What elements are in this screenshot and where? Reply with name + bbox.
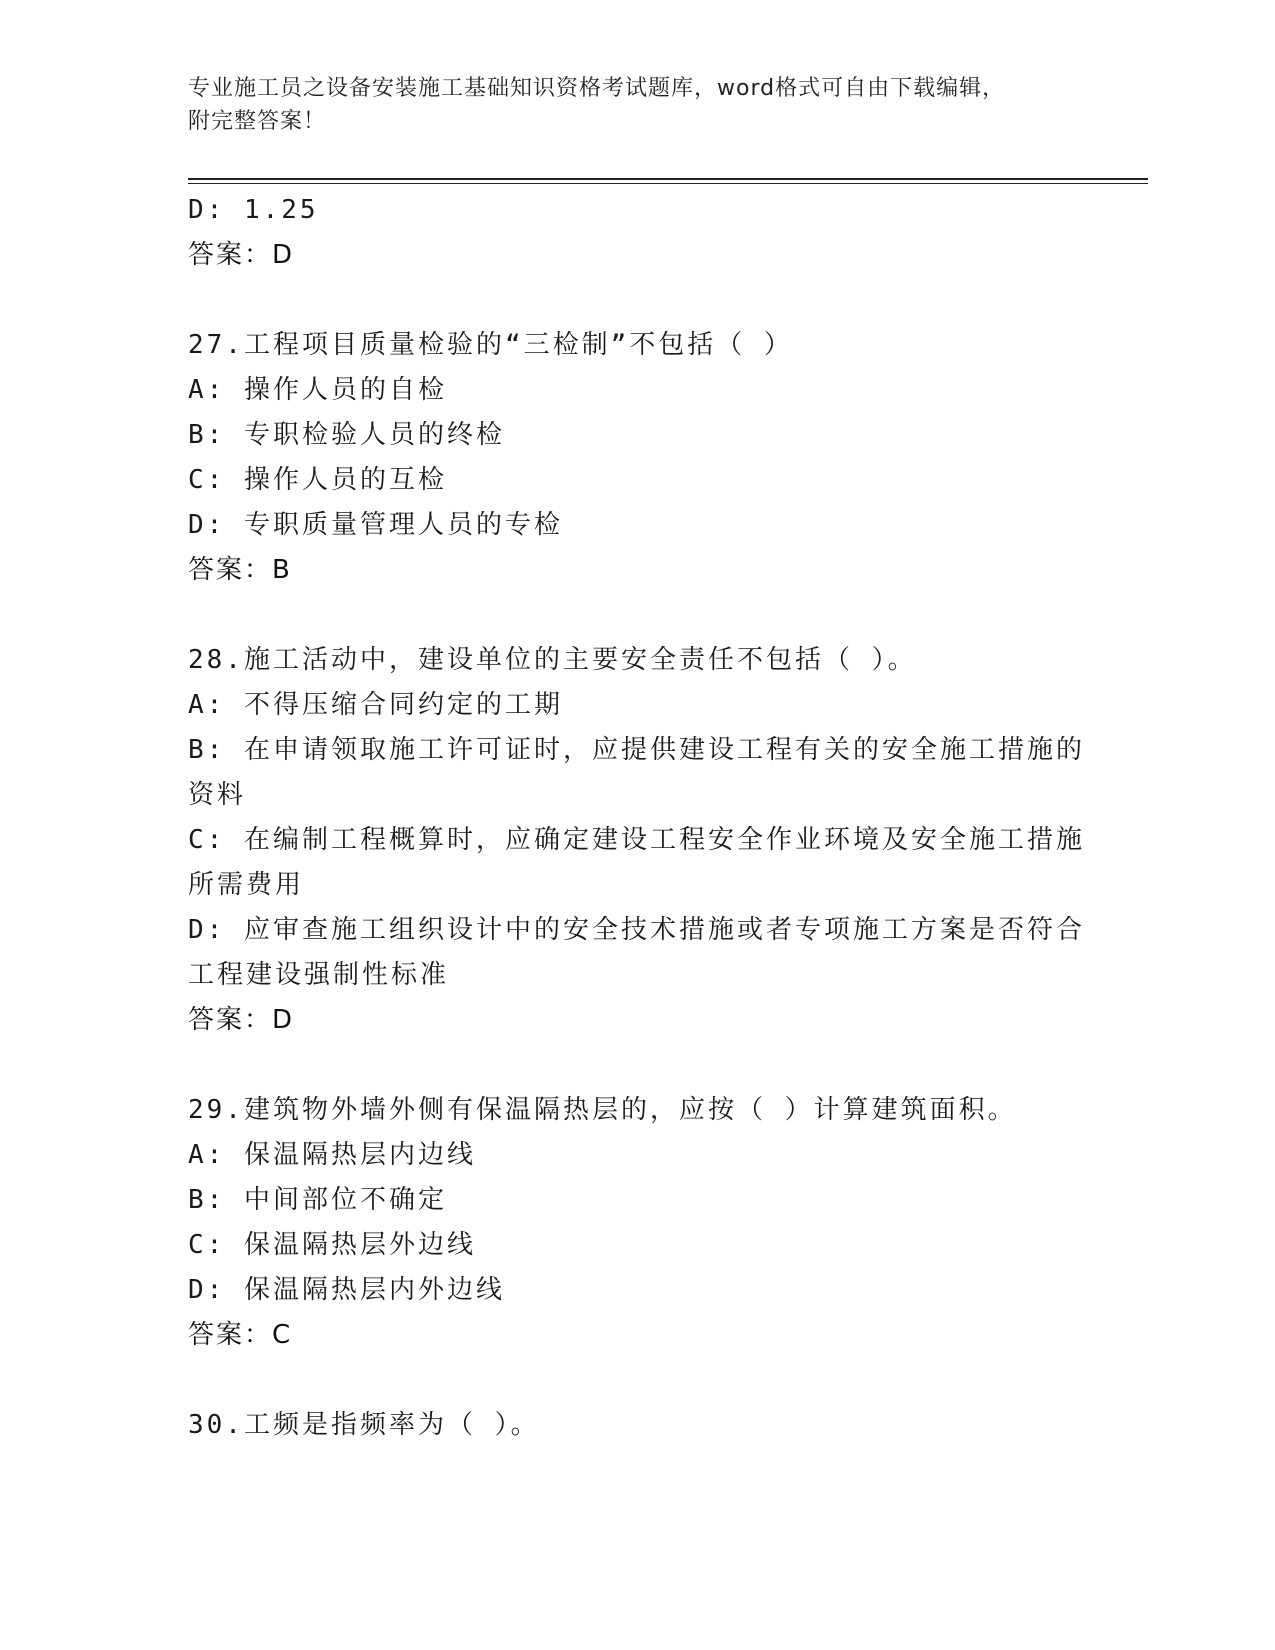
option-b: B: 中间部位不确定 [188,1185,447,1215]
question-text: 28.施工活动中，建设单位的主要安全责任不包括（ ）。 [188,645,917,675]
header-rule-thin [188,183,1148,184]
header-line-1: 专业施工员之设备安装施工基础知识资格考试题库，word格式可自由下载编辑， [188,76,1006,101]
option-a: A: 不得压缩合同约定的工期 [188,690,563,720]
answer-line: 答案：B [188,555,292,585]
question-text: 27.工程项目质量检验的“三检制”不包括（ ） [188,330,793,360]
option-b: B: 专职检验人员的终检 [188,420,505,450]
answer-line: 答案：D [188,1005,295,1035]
option-d: D: 1.25 [188,195,319,225]
question-30 [188,1403,1088,1448]
question-28 [188,638,1088,1043]
option-c: C: 在编制工程概算时，应确定建设工程安全作业环境及安全施工措施 [188,825,1085,855]
option-d: D: 专职质量管理人员的专检 [188,510,563,540]
previous-question-tail [188,188,1088,278]
option-a: A: 操作人员的自检 [188,375,447,405]
option-c: C: 操作人员的互检 [188,465,447,495]
option-c-continued: 所需费用 [188,870,305,900]
option-d-continued: 工程建设强制性标准 [188,960,450,990]
question-27 [188,323,1088,593]
question-text: 30.工频是指频率为（ ）。 [188,1410,540,1440]
answer-line: 答案：D [188,240,295,270]
option-b-continued: 资料 [188,780,247,810]
header-line-2: 附完整答案！ [188,109,327,134]
question-29 [188,1088,1088,1358]
option-c: C: 保温隔热层外边线 [188,1230,476,1260]
header-rule-thick [188,178,1148,180]
answer-line: 答案：C [188,1320,293,1350]
option-a: A: 保温隔热层内边线 [188,1140,476,1170]
question-list [188,188,1088,1448]
document-header [188,72,1088,138]
option-b: B: 在申请领取施工许可证时，应提供建设工程有关的安全施工措施的 [188,735,1085,765]
option-d: D: 保温隔热层内外边线 [188,1275,505,1305]
question-text: 29.建筑物外墙外侧有保温隔热层的，应按（ ）计算建筑面积。 [188,1095,1017,1125]
option-d: D: 应审查施工组织设计中的安全技术措施或者专项施工方案是否符合 [188,915,1085,945]
